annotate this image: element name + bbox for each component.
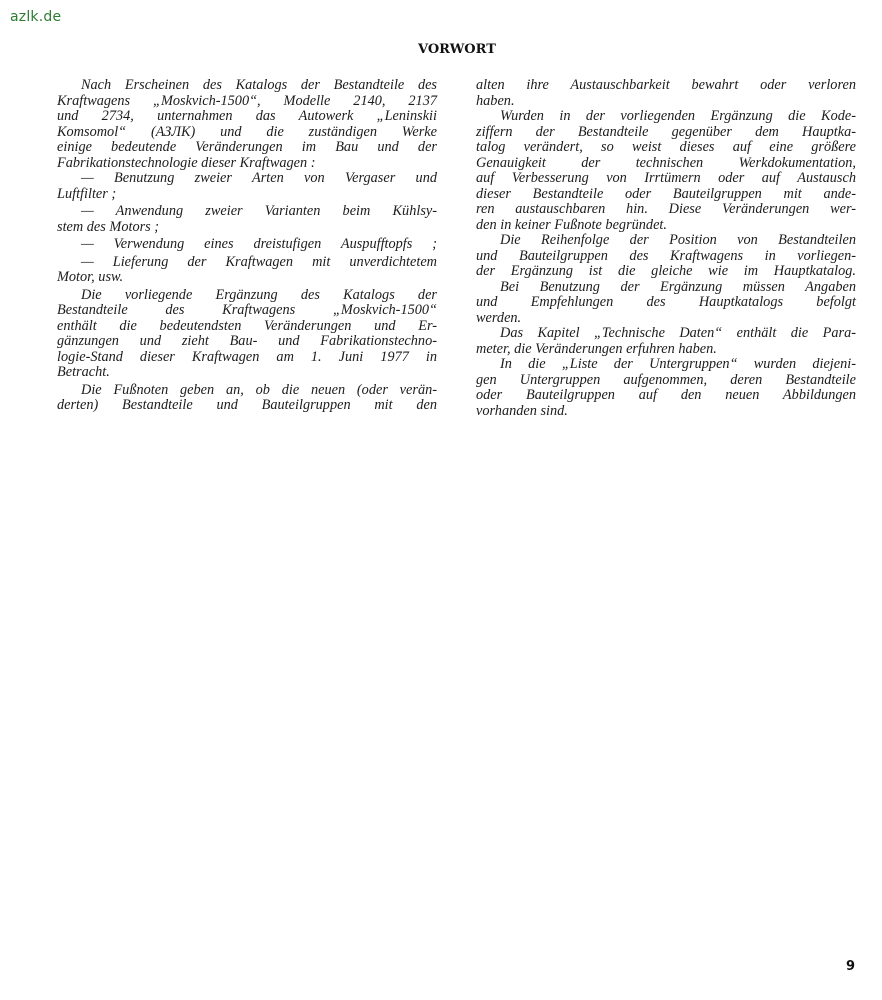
text-line: Bestandteile des Kraftwagens „Moskvich-1500“ (57, 302, 437, 318)
text-line: der Ergänzung ist die gleiche wie im Hauptkatalog. (476, 263, 856, 279)
text-line: — Benutzung zweier Arten von Vergaser und (81, 170, 437, 186)
text-line: auf Verbesserung von Irrtümern oder auf Austausch (476, 170, 856, 186)
text-line: Kraftwagens „Moskvich-1500“, Modelle 2140, 2137 (57, 92, 437, 109)
text-line: Nach Erscheinen des Katalogs der Bestandteile des (81, 77, 437, 93)
text-line: Bei Benutzung der Ergänzung müssen Angaben (500, 278, 856, 295)
text-line: und 2734, unternahmen das Autowerk „Leninskii (57, 108, 437, 124)
text-line: Genauigkeit der technischen Werkdokumentation, (476, 154, 856, 171)
text-line: Motor, usw. (57, 269, 124, 285)
text-line: Betracht. (57, 364, 110, 380)
text-line: Die Reihenfolge der Position von Bestandteilen (500, 232, 856, 248)
text-line: haben. (476, 92, 515, 109)
text-line: — Lieferung der Kraftwagen mit unverdichtetem (81, 253, 437, 270)
text-line: Komsomol“ (АЗЛК) und die zuständigen Werke (57, 123, 437, 140)
text-line: In die „Liste der Untergruppen“ wurden diejeni- (500, 356, 856, 372)
text-line: und Bauteilgruppen des Kraftwagens in vorliegen- (476, 247, 856, 264)
text-line: — Anwendung zweier Varianten beim Kühlsy- (81, 203, 437, 219)
text-line: gänzungen und zieht Bau- und Fabrikationstechno- (57, 333, 437, 349)
text-line: derten) Bestandteile und Bauteilgruppen mit den (57, 397, 437, 413)
text-line: Fabrikationstechnologie dieser Kraftwagen : (57, 154, 316, 171)
text-line: ren austauschbaren hin. Diese Veränderungen wer- (476, 201, 856, 217)
left-text-column (57, 78, 437, 414)
text-line: meter, die Veränderungen erfuhren haben. (476, 340, 717, 357)
right-text-column (476, 78, 856, 419)
page-title: VORWORT (418, 42, 496, 57)
text-line: dieser Bestandteile oder Bauteilgruppen mit ande- (476, 185, 856, 202)
text-line: vorhanden sind. (476, 402, 568, 419)
text-line: einige bedeutende Veränderungen im Bau und der (57, 139, 437, 155)
text-line: oder Bauteilgruppen auf den neuen Abbildungen (476, 387, 856, 403)
text-line: logie-Stand dieser Kraftwagen am 1. Juni 1977 in (57, 348, 437, 365)
text-line: und Empfehlungen des Hauptkatalogs befolgt (476, 294, 856, 310)
text-line: stem des Motors ; (57, 218, 160, 235)
text-line: Die vorliegende Ergänzung des Katalogs der (81, 286, 437, 303)
text-line: gen Untergruppen aufgenommen, deren Bestandteile (476, 371, 856, 388)
text-line: talog verändert, so weist dieses auf eine größere (476, 139, 856, 155)
text-line: werden. (476, 309, 522, 326)
text-line: — Verwendung eines dreistufigen Auspufftopfs ; (81, 236, 437, 252)
text-line: Luftfilter ; (57, 185, 117, 202)
text-line: ziffern der Bestandteile gegenüber dem Hauptka- (476, 123, 856, 140)
text-line: alten ihre Austauschbarkeit bewahrt oder verloren (476, 77, 856, 93)
text-line: Die Fußnoten geben an, ob die neuen (oder verän- (81, 381, 437, 398)
text-line: Wurden in der vorliegenden Ergänzung die Kode- (500, 108, 856, 124)
page-number: 9 (846, 959, 856, 974)
site-watermark: azlk.de (10, 9, 62, 25)
text-line: enthält die bedeutendsten Veränderungen und Er- (57, 317, 437, 334)
text-line: Das Kapitel „Technische Daten“ enthält die Para- (500, 325, 856, 341)
text-line: den in keiner Fußnote begründet. (476, 216, 667, 233)
